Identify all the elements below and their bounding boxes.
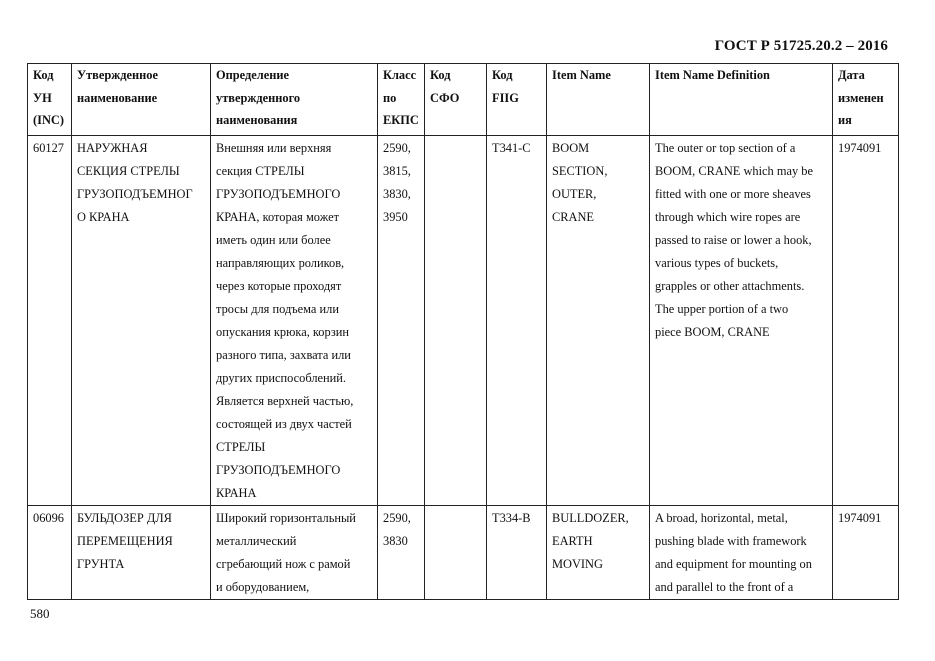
item-name-table <box>27 63 899 600</box>
cell-sfo-code <box>425 506 487 600</box>
header-inc-code: Код УН (INC) <box>28 64 72 136</box>
cell-definition: Широкий горизонтальный металлический сгребающий нож с рамой и оборудованием, <box>211 506 378 600</box>
header-approved-name: Утвержденное наименование <box>72 64 211 136</box>
cell-fiig-code: T341-C <box>487 136 547 506</box>
cell-approved-name: БУЛЬДОЗЕР ДЛЯ ПЕРЕМЕЩЕНИЯ ГРУНТА <box>72 506 211 600</box>
header-fiig-code: Код FIIG <box>487 64 547 136</box>
cell-item-name-definition: The outer or top section of a BOOM, CRANE which may be fitted with one or more sheaves through which wire ropes are passed to raise or lower a hook, various types of buckets, grapples or other attachments. The upper portion of a two piece BOOM, CRANE <box>650 136 833 506</box>
header-definition: Определение утвержденного наименования <box>211 64 378 136</box>
cell-ekps-class: 2590, 3815, 3830, 3950 <box>378 136 425 506</box>
cell-change-date: 1974091 <box>833 136 899 506</box>
table-row <box>28 506 899 600</box>
cell-item-name: BULLDOZER, EARTH MOVING <box>547 506 650 600</box>
cell-sfo-code <box>425 136 487 506</box>
cell-inc-code: 60127 <box>28 136 72 506</box>
cell-definition: Внешняя или верхняя секция СТРЕЛЫ ГРУЗОПОДЪЕМНОГО КРАНА, которая может иметь один или более направляющих роликов, через которые проходят тросы для подъема или опускания крюка, корзин разного типа, захвата или других приспособлений. Является верхней частью, состоящей из двух частей СТРЕЛЫ ГРУЗОПОДЪЕМНОГО КРАНА <box>211 136 378 506</box>
header-item-name-definition: Item Name Definition <box>650 64 833 136</box>
header-sfo-code: Код СФО <box>425 64 487 136</box>
cell-change-date: 1974091 <box>833 506 899 600</box>
table-header-row <box>28 64 899 136</box>
page-number: 580 <box>30 606 50 621</box>
table-row <box>28 136 899 506</box>
cell-item-name-definition: A broad, horizontal, metal, pushing blade with framework and equipment for mounting on and parallel to the front of a <box>650 506 833 600</box>
cell-item-name: BOOM SECTION, OUTER, CRANE <box>547 136 650 506</box>
cell-inc-code: 06096 <box>28 506 72 600</box>
header-item-name: Item Name <box>547 64 650 136</box>
cell-approved-name: НАРУЖНАЯ СЕКЦИЯ СТРЕЛЫ ГРУЗОПОДЪЕМНОГ О КРАНА <box>72 136 211 506</box>
cell-fiig-code: T334-B <box>487 506 547 600</box>
header-ekps-class: Класс по ЕКПС <box>378 64 425 136</box>
header-change-date: Дата изменен ия <box>833 64 899 136</box>
cell-ekps-class: 2590, 3830 <box>378 506 425 600</box>
standard-number: ГОСТ Р 51725.20.2 – 2016 <box>714 38 888 54</box>
